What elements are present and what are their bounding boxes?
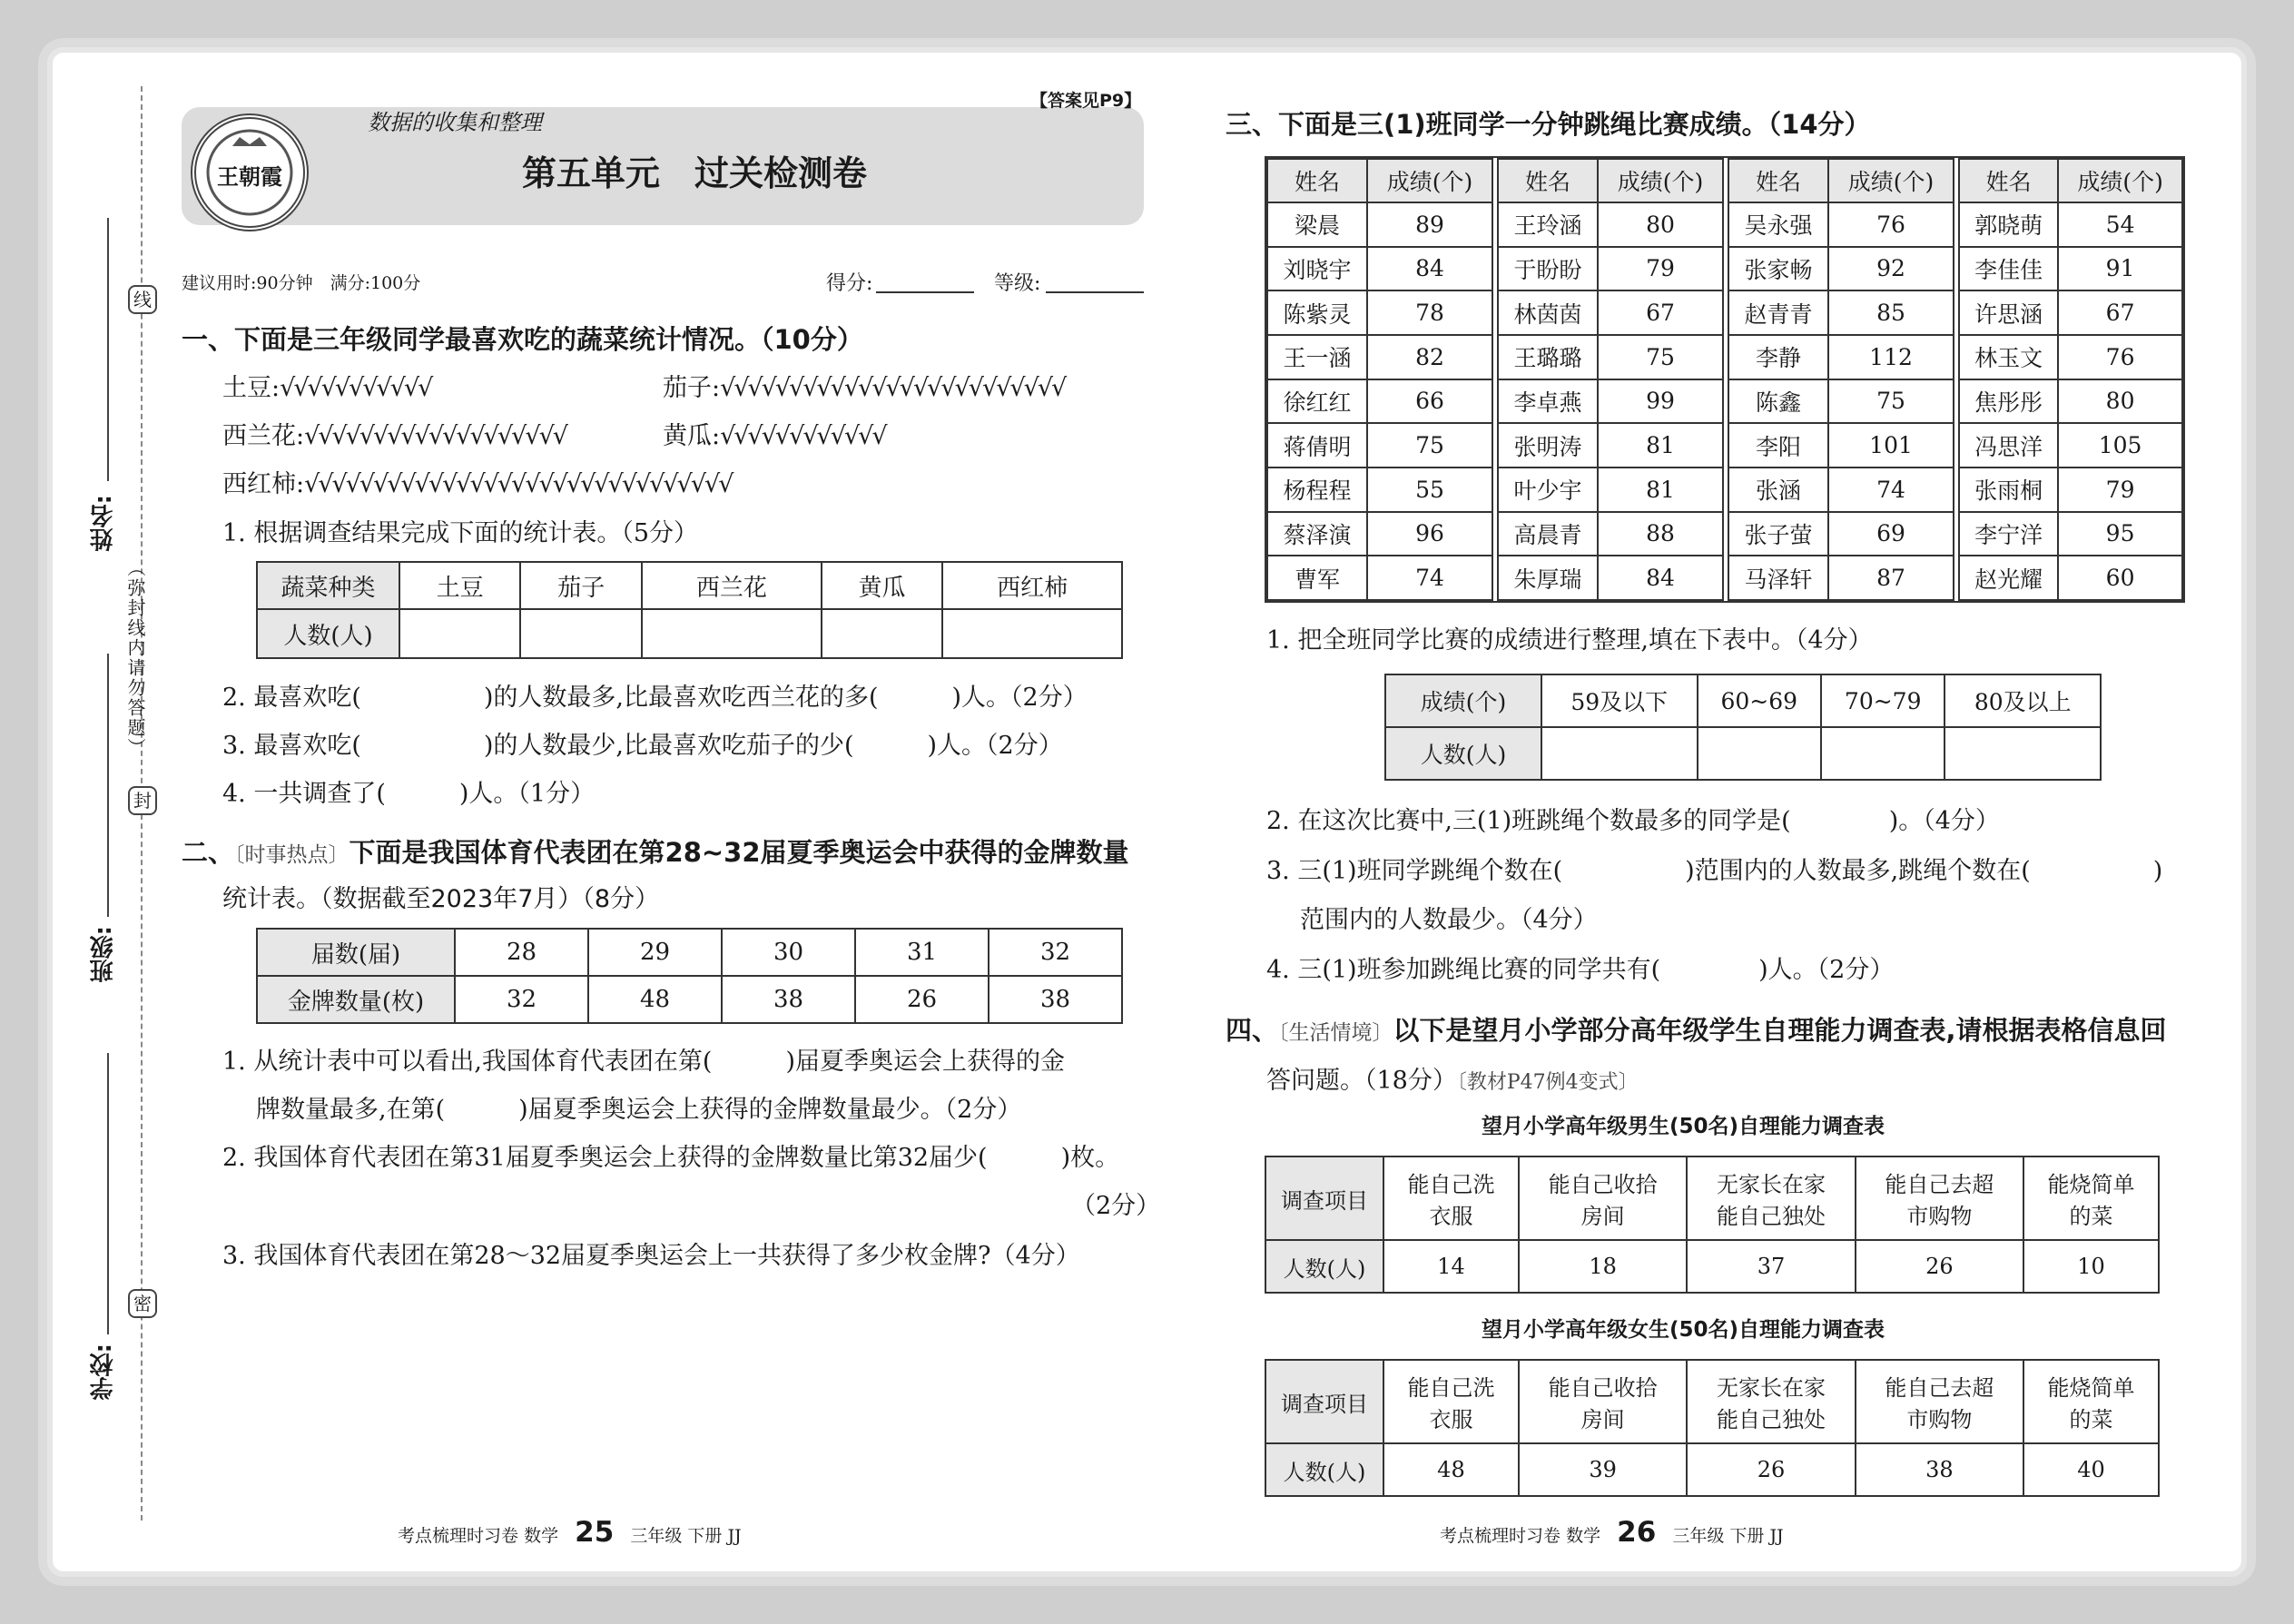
section4-heading-text: 以下是望月小学部分高年级学生自理能力调查表,请根据表格信息回: [1393, 1015, 2167, 1046]
answer-cell[interactable]: [520, 609, 641, 658]
student-name: 李静: [1728, 335, 1828, 379]
table-cell: 59及以下: [1541, 674, 1698, 727]
survey-item-line: 能烧简单: [2047, 1375, 2135, 1401]
student-score: 81: [1598, 468, 1723, 512]
tally-label: 茄子:: [663, 374, 721, 402]
student-name: 朱厚瑞: [1498, 556, 1598, 600]
answer-cell[interactable]: [942, 609, 1122, 658]
s3-question-1: 1. 把全班同学比赛的成绩进行整理,填在下表中。（4分）: [1266, 626, 1873, 655]
tally-marks: √√√√√√√√√√√√√√√√√√√√√√√√√: [720, 374, 1066, 402]
student-name: 吴永强: [1728, 202, 1828, 247]
student-score: 80: [2058, 379, 2182, 424]
student-score: 75: [1598, 335, 1723, 379]
name-field[interactable]: [107, 218, 109, 481]
girls-survey-table: [1265, 1359, 2160, 1497]
table-cell: 70~79: [1821, 674, 1944, 727]
results-group-4: [1958, 158, 2183, 601]
section2-heading-text: 下面是我国体育代表团在第28~32届夏季奥运会中获得的金牌数量: [349, 837, 1129, 868]
count-header: 人数(人): [257, 609, 399, 658]
student-score: 69: [1828, 512, 1954, 556]
survey-item-line: 的菜: [2069, 1204, 2113, 1229]
section2-prefix: 二、: [182, 837, 235, 868]
student-name: 陈紫灵: [1267, 290, 1367, 335]
survey-item: [1519, 1360, 1687, 1443]
section1-heading: 一、下面是三年级同学最喜欢吃的蔬菜统计情况。（10分）: [182, 324, 863, 355]
table-cell: 37: [1687, 1240, 1855, 1293]
table-cell: 48: [588, 976, 722, 1023]
tally-label: 西红柿:: [222, 470, 305, 498]
survey-item: [1383, 1156, 1519, 1240]
survey-item-line: 市购物: [1906, 1204, 1973, 1229]
answer-reference: 【答案见P9】: [1030, 91, 1142, 111]
table-cell: 茄子: [520, 562, 641, 609]
student-score: 79: [1598, 247, 1723, 291]
answer-cell[interactable]: [1541, 727, 1698, 780]
page-number: 25: [575, 1516, 615, 1549]
section2-heading: [182, 832, 1129, 870]
tally-marks: √√√√√√√√√√√√√√√√√√√√√√√√√√√√√√√: [304, 470, 733, 498]
name-col-header: 姓名: [1267, 159, 1367, 202]
student-name: 刘晓宇: [1267, 247, 1367, 291]
publisher-logo: [191, 113, 309, 231]
survey-item-header: 调查项目: [1265, 1360, 1383, 1443]
student-score: 76: [2058, 335, 2182, 379]
student-name: 焦彤彤: [1959, 379, 2058, 424]
student-score: 55: [1367, 468, 1492, 512]
count-header: 人数(人): [1265, 1240, 1383, 1293]
footer-volume: 下册: [687, 1526, 723, 1546]
medal-count-header: 金牌数量(枚): [257, 976, 455, 1023]
table-cell: 48: [1383, 1443, 1519, 1496]
tally-label: 西兰花:: [222, 422, 305, 450]
footer-edition: JJ: [727, 1526, 742, 1546]
answer-cell[interactable]: [642, 609, 822, 658]
student-name: 马泽轩: [1728, 556, 1828, 600]
student-name: 曹军: [1267, 556, 1367, 600]
tally-broccoli: [222, 416, 566, 451]
table-cell: 26: [855, 976, 989, 1023]
student-name: 杨程程: [1267, 468, 1367, 512]
footer-volume: 下册: [1729, 1526, 1765, 1546]
student-score: 80: [1598, 202, 1723, 247]
tally-tomato: [222, 464, 732, 499]
table-cell: 60~69: [1698, 674, 1821, 727]
student-score: 91: [2058, 247, 2182, 291]
footer-grade: 三年级: [1672, 1526, 1725, 1546]
student-score: 81: [1598, 423, 1723, 468]
score-field[interactable]: [876, 291, 974, 293]
tally-label: 黄瓜:: [663, 422, 721, 450]
survey-item: [1687, 1360, 1855, 1443]
page-title: 第五单元 过关检测卷: [522, 153, 868, 193]
s1-question-3: 3. 最喜欢吃( )的人数最少,比最喜欢吃茄子的少( )人。（2分）: [222, 732, 1063, 760]
student-name: 李阳: [1728, 423, 1828, 468]
survey-item-line: 能烧简单: [2047, 1172, 2135, 1197]
survey-item-line: 能自己去超: [1885, 1172, 1994, 1197]
section2-heading-cont: 统计表。（数据截至2023年7月）（8分）: [222, 885, 660, 913]
table-cell: 14: [1383, 1240, 1519, 1293]
tally-marks: √√√√√√√√√√√√: [720, 422, 886, 450]
footer-grade: 三年级: [630, 1526, 683, 1546]
page-number: 26: [1617, 1516, 1657, 1549]
results-group-2: [1497, 158, 1724, 601]
survey-item-line: 市购物: [1906, 1407, 1973, 1432]
answer-cell[interactable]: [399, 609, 520, 658]
score-range-header: 成绩(个): [1385, 674, 1541, 727]
table-cell: 29: [588, 929, 722, 976]
boys-table-title: 望月小学高年级男生(50名)自理能力调查表: [1482, 1115, 1885, 1138]
results-group-1: [1266, 158, 1493, 601]
table-cell: 38: [989, 976, 1122, 1023]
gold-medal-table: [256, 928, 1123, 1024]
student-name: 林茵茵: [1498, 290, 1598, 335]
student-score: 88: [1598, 512, 1723, 556]
school-field[interactable]: [107, 1053, 109, 1334]
grade-label: 等级:: [994, 272, 1041, 295]
name-label: 姓名:: [90, 495, 117, 552]
score-col-header: 成绩(个): [1828, 159, 1954, 202]
table-cell: 西兰花: [642, 562, 822, 609]
table-cell: 32: [989, 929, 1122, 976]
table-cell: 31: [855, 929, 989, 976]
footer-edition: JJ: [1769, 1526, 1784, 1546]
table-cell: 38: [1856, 1443, 2023, 1496]
student-name: 张子萤: [1728, 512, 1828, 556]
student-name: 林玉文: [1959, 335, 2058, 379]
survey-item-line: 能自己洗: [1407, 1172, 1495, 1197]
class-label: 班级:: [90, 926, 117, 983]
s1-question-2: 2. 最喜欢吃( )的人数最多,比最喜欢吃西兰花的多( )人。（2分）: [222, 684, 1088, 712]
tally-cucumber: [663, 416, 886, 451]
student-score: 78: [1367, 290, 1492, 335]
student-score: 66: [1367, 379, 1492, 424]
student-score: 67: [1598, 290, 1723, 335]
tally-label: 土豆:: [222, 374, 281, 402]
tally-marks: √√√√√√√√√√√√√√√√√√√: [304, 422, 566, 450]
student-score: 75: [1367, 423, 1492, 468]
tally-potato: [222, 368, 431, 403]
s3-question-3: 3. 三(1)班同学跳绳个数在( )范围内的人数最多,跳绳个数在( ): [1266, 857, 2163, 885]
footer-right: [1440, 1516, 1784, 1549]
section3-heading: 三、下面是三(1)班同学一分钟跳绳比赛成绩。（14分）: [1226, 109, 1871, 140]
student-name: 于盼盼: [1498, 247, 1598, 291]
student-score: 96: [1367, 512, 1492, 556]
survey-item: [2023, 1360, 2159, 1443]
score-col-header: 成绩(个): [2058, 159, 2182, 202]
s3-question-4: 4. 三(1)班参加跳绳比赛的同学共有( )人。（2分）: [1266, 956, 1895, 984]
results-group-3: [1728, 158, 1954, 601]
survey-item-line: 能自己去超: [1885, 1375, 1994, 1401]
name-col-header: 姓名: [1959, 159, 2058, 202]
score-summary-table: [1384, 674, 2102, 781]
survey-item: [1383, 1360, 1519, 1443]
student-score: 101: [1828, 423, 1954, 468]
student-name: 高晨青: [1498, 512, 1598, 556]
table-cell: 西红柿: [942, 562, 1122, 609]
s2-question-1-cont: 牌数量最多,在第( )届夏季奥运会上获得的金牌数量最少。（2分）: [256, 1096, 1022, 1124]
survey-item-line: 能自己独处: [1716, 1407, 1826, 1432]
table-cell: 30: [722, 929, 855, 976]
answer-cell[interactable]: [1821, 727, 1944, 780]
time-info: 建议用时:90分钟 满分:100分: [182, 273, 421, 293]
table-cell: 26: [1687, 1443, 1855, 1496]
student-name: 王一涵: [1267, 335, 1367, 379]
survey-item: [2023, 1156, 2159, 1240]
student-name: 徐红红: [1267, 379, 1367, 424]
count-header: 人数(人): [1385, 727, 1541, 780]
logo-text: 王朝霞: [217, 164, 282, 190]
student-score: 74: [1828, 468, 1954, 512]
survey-item-line: 房间: [1580, 1204, 1625, 1229]
student-name: 张雨桐: [1959, 468, 2058, 512]
binding-note: （弥封线内请勿答题）: [124, 558, 146, 758]
footer-subject: 数学: [524, 1526, 559, 1546]
student-score: 87: [1828, 556, 1954, 600]
survey-item-line: 无家长在家: [1716, 1375, 1826, 1401]
student-score: 112: [1828, 335, 1954, 379]
cut-seal-char: 封: [128, 786, 157, 815]
answer-cell[interactable]: [822, 609, 942, 658]
survey-item-line: 无家长在家: [1716, 1172, 1826, 1197]
survey-item-line: 能自己洗: [1407, 1375, 1495, 1401]
s1-question-1: 1. 根据调查结果完成下面的统计表。（5分）: [222, 519, 699, 547]
student-score: 105: [2058, 423, 2182, 468]
survey-item: [1519, 1156, 1687, 1240]
section2-tag: 〔时事热点〕: [234, 843, 350, 867]
student-name: 张明涛: [1498, 423, 1598, 468]
table-cell: 26: [1856, 1240, 2023, 1293]
section4-tag: 〔生活情境〕: [1278, 1021, 1393, 1045]
s2-question-2: 2. 我国体育代表团在第31届夏季奥运会上获得的金牌数量比第32届少( )枚。: [222, 1144, 1120, 1172]
student-score: 89: [1367, 202, 1492, 247]
boys-survey-table: [1265, 1156, 2160, 1294]
survey-item-header: 调查项目: [1265, 1156, 1383, 1240]
student-name: 张涵: [1728, 468, 1828, 512]
edition-header: 届数(届): [257, 929, 455, 976]
student-score: 67: [2058, 290, 2182, 335]
score-label: 得分:: [826, 272, 873, 295]
student-name: 郭晓萌: [1959, 202, 2058, 247]
textbook-ref: 〔教材P47例4变式〕: [1456, 1071, 1639, 1094]
survey-item: [1856, 1360, 2023, 1443]
cut-secret-char: 密: [128, 1289, 157, 1318]
survey-item-line: 的菜: [2069, 1407, 2113, 1432]
table-cell: 38: [722, 976, 855, 1023]
student-name: 赵光耀: [1959, 556, 2058, 600]
score-col-header: 成绩(个): [1598, 159, 1723, 202]
footer-left: [398, 1516, 742, 1549]
name-col-header: 姓名: [1498, 159, 1598, 202]
student-name: 王玲涵: [1498, 202, 1598, 247]
survey-item: [1687, 1156, 1855, 1240]
student-name: 李卓燕: [1498, 379, 1598, 424]
jump-rope-results: [1265, 156, 2185, 603]
student-score: 82: [1367, 335, 1492, 379]
student-score: 85: [1828, 290, 1954, 335]
student-name: 赵青青: [1728, 290, 1828, 335]
table-cell: 黄瓜: [822, 562, 942, 609]
survey-item-line: 能自己收拾: [1548, 1172, 1658, 1197]
score-col-header: 成绩(个): [1367, 159, 1492, 202]
student-score: 84: [1598, 556, 1723, 600]
cut-line-char: 线: [128, 285, 157, 314]
student-name: 蒋倩明: [1267, 423, 1367, 468]
table-cell: 32: [455, 976, 588, 1023]
survey-item: [1856, 1156, 2023, 1240]
survey-item-line: 能自己收拾: [1548, 1375, 1658, 1401]
student-name: 叶少宇: [1498, 468, 1598, 512]
student-score: 76: [1828, 202, 1954, 247]
footer-series: 考点梳理时习卷: [398, 1526, 519, 1546]
survey-item-line: 能自己独处: [1716, 1204, 1826, 1229]
student-score: 84: [1367, 247, 1492, 291]
student-name: 王璐璐: [1498, 335, 1598, 379]
student-score: 79: [2058, 468, 2182, 512]
student-name: 李佳佳: [1959, 247, 2058, 291]
section4-heading-cont: [1266, 1060, 1639, 1096]
tally-eggplant: [663, 368, 1065, 403]
grade-field[interactable]: [1046, 291, 1144, 293]
answer-cell[interactable]: [1698, 727, 1821, 780]
student-name: 张家畅: [1728, 247, 1828, 291]
answer-cell[interactable]: [1944, 727, 2101, 780]
student-score: 95: [2058, 512, 2182, 556]
table-cell: 18: [1519, 1240, 1687, 1293]
vegetable-table: [256, 561, 1123, 659]
s3-question-2: 2. 在这次比赛中,三(1)班跳绳个数最多的同学是( )。（4分）: [1266, 807, 2000, 835]
survey-item-line: 衣服: [1429, 1407, 1473, 1432]
vegetable-type-header: 蔬菜种类: [257, 562, 399, 609]
s2-question-1: 1. 从统计表中可以看出,我国体育代表团在第( )届夏季奥运会上获得的金: [222, 1048, 1065, 1076]
student-name: 梁晨: [1267, 202, 1367, 247]
count-header: 人数(人): [1265, 1443, 1383, 1496]
footer-series: 考点梳理时习卷: [1440, 1526, 1561, 1546]
table-cell: 土豆: [399, 562, 520, 609]
s2-question-3: 3. 我国体育代表团在第28～32届夏季奥运会上一共获得了多少枚金牌?（4分）: [222, 1242, 1080, 1270]
section4-heading: [1226, 1010, 2167, 1048]
student-score: 54: [2058, 202, 2182, 247]
footer-subject: 数学: [1566, 1526, 1601, 1546]
table-cell: 80及以上: [1944, 674, 2101, 727]
student-name: 蔡泽演: [1267, 512, 1367, 556]
table-cell: 39: [1519, 1443, 1687, 1496]
student-name: 李宁洋: [1959, 512, 2058, 556]
class-field[interactable]: [107, 654, 109, 917]
s3-question-3-cont: 范围内的人数最少。（4分）: [1300, 906, 1598, 934]
table-cell: 40: [2023, 1443, 2159, 1496]
student-score: 99: [1598, 379, 1723, 424]
survey-item-line: 衣服: [1429, 1204, 1473, 1229]
student-score: 92: [1828, 247, 1954, 291]
table-cell: 10: [2023, 1240, 2159, 1293]
section4-prefix: 四、: [1226, 1015, 1279, 1046]
subject-tag: 数据的收集和整理: [368, 110, 542, 135]
girls-table-title: 望月小学高年级女生(50名)自理能力调查表: [1482, 1318, 1885, 1342]
name-col-header: 姓名: [1728, 159, 1828, 202]
student-name: 冯思洋: [1959, 423, 2058, 468]
student-score: 60: [2058, 556, 2182, 600]
survey-item-line: 房间: [1580, 1407, 1625, 1432]
section4-heading-text-b: 答问题。（18分）: [1266, 1067, 1457, 1095]
table-cell: 28: [455, 929, 588, 976]
s2-question-2-points: （2分）: [1071, 1192, 1161, 1220]
student-name: 许思涵: [1959, 290, 2058, 335]
s1-question-4: 4. 一共调查了( )人。（1分）: [222, 780, 596, 808]
student-score: 75: [1828, 379, 1954, 424]
tally-marks: √√√√√√√√√√√: [280, 374, 432, 402]
student-name: 陈鑫: [1728, 379, 1828, 424]
school-label: 学校:: [90, 1343, 117, 1401]
student-score: 74: [1367, 556, 1492, 600]
